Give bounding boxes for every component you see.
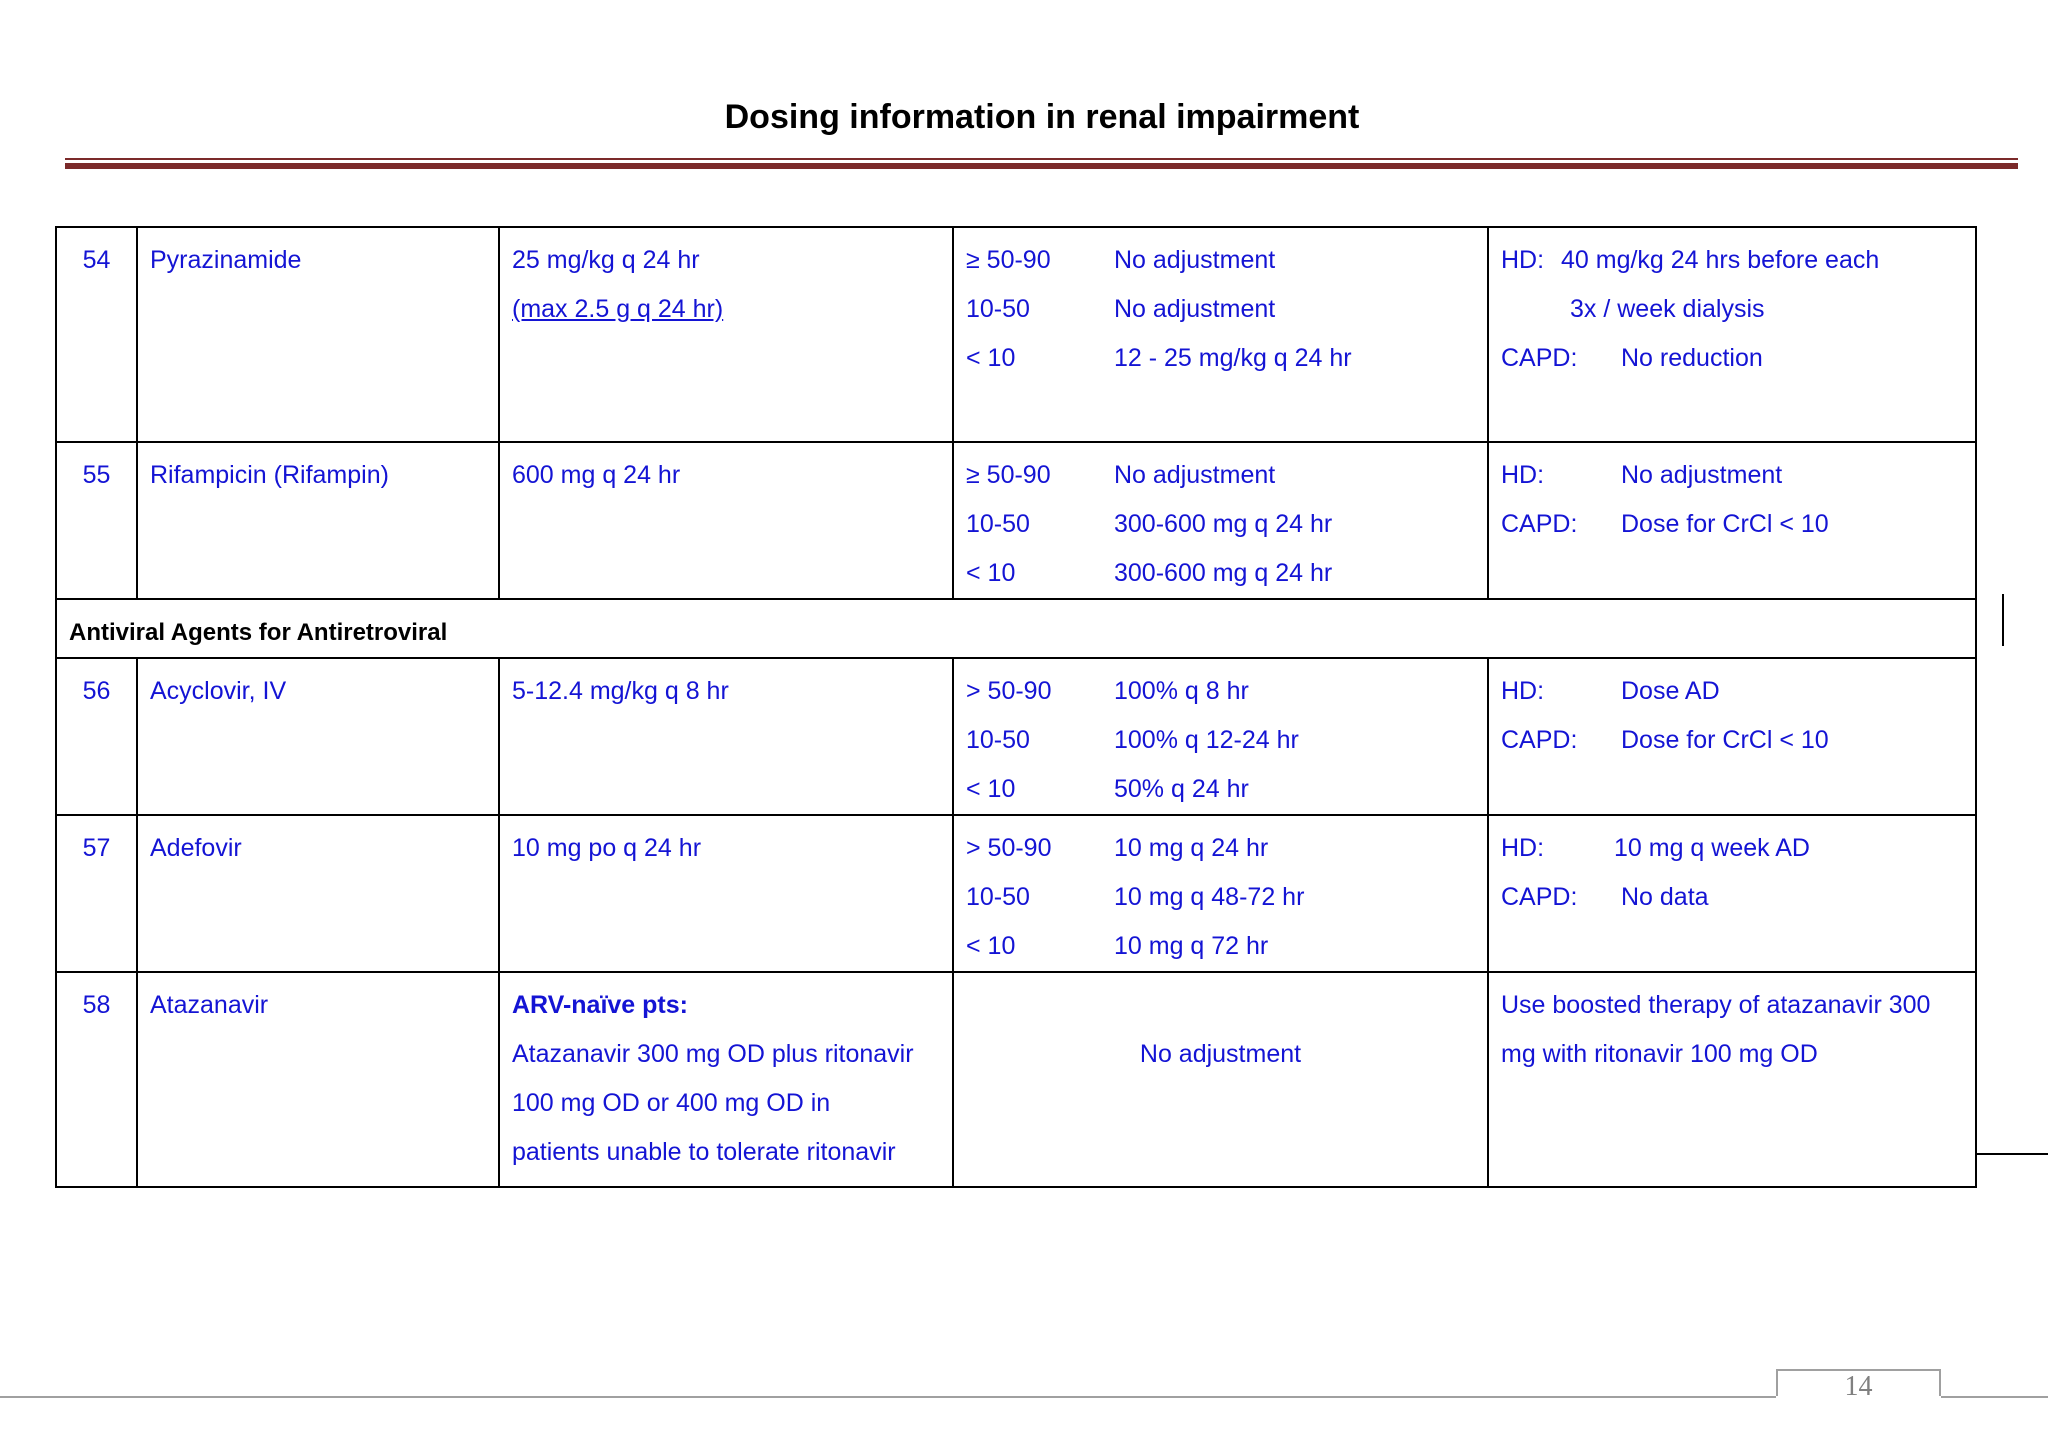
gfr-dose: 100% q 8 hr (1114, 677, 1249, 705)
gfr-adjustment-cell (953, 658, 1488, 815)
normal-dose-max: (max 2.5 g q 24 hr) (512, 295, 724, 323)
normal-dose: 600 mg q 24 hr (512, 461, 681, 489)
gfr-range: 10-50 (966, 295, 1030, 323)
drug-name: Acyclovir, IV (137, 658, 499, 815)
normal-dose: patients unable to tolerate ritonavir (512, 1138, 896, 1166)
drug-name: Rifampicin (Rifampin) (137, 442, 499, 599)
gfr-note: No adjustment (1139, 1040, 1302, 1068)
dialysis-type: HD: (1501, 834, 1545, 862)
row-number: 54 (56, 227, 137, 442)
gfr-adjustment-cell (953, 442, 1488, 599)
header-rule-thin (65, 158, 2018, 160)
normal-dose: 5-12.4 mg/kg q 8 hr (512, 677, 729, 705)
gfr-dose: 10 mg q 72 hr (1114, 932, 1269, 960)
gfr-dose: 50% q 24 hr (1114, 775, 1249, 803)
gfr-dose: 100% q 12-24 hr (1114, 726, 1299, 754)
row-number: 55 (56, 442, 137, 599)
gfr-dose: 10 mg q 24 hr (1114, 834, 1269, 862)
table-row-56 (56, 658, 1976, 815)
dialysis-dose: Dose for CrCl < 10 (1621, 726, 1829, 754)
dialysis-supplement-cell (1488, 227, 1976, 442)
table-side-bar (2002, 594, 2004, 646)
gfr-range: 10-50 (966, 726, 1030, 754)
dialysis-dose: No reduction (1621, 344, 1763, 372)
section-header-row (56, 599, 1976, 658)
table-row-58 (56, 972, 1976, 1187)
gfr-range: < 10 (966, 932, 1016, 960)
gfr-range: 10-50 (966, 883, 1030, 911)
dialysis-dose: No data (1621, 883, 1709, 911)
gfr-dose: 10 mg q 48-72 hr (1114, 883, 1305, 911)
dialysis-note: Use boosted therapy of atazanavir 300 (1501, 991, 1931, 1019)
gfr-range: > 50-90 (966, 834, 1052, 862)
normal-dose: 10 mg po q 24 hr (512, 834, 702, 862)
gfr-dose: 300-600 mg q 24 hr (1114, 510, 1333, 538)
gfr-dose: No adjustment (1114, 461, 1276, 489)
dialysis-supplement-cell (1488, 658, 1976, 815)
table-row-57 (56, 815, 1976, 972)
row-number: 58 (56, 972, 137, 1187)
section-header: Antiviral Agents for Antiretroviral (56, 599, 1976, 658)
footer-rule-left (0, 1396, 1776, 1398)
dialysis-type: HD: (1501, 677, 1545, 705)
dialysis-type: CAPD: (1501, 510, 1578, 538)
page-number: 14 (1844, 1371, 1873, 1402)
dialysis-supplement-cell (1488, 442, 1976, 599)
dialysis-supplement-cell (1488, 972, 1976, 1187)
normal-dose: 100 mg OD or 400 mg OD in (512, 1089, 831, 1117)
normal-dose: 25 mg/kg q 24 hr (512, 246, 700, 274)
normal-dose-cell (499, 972, 953, 1187)
dialysis-dose: 40 mg/kg 24 hrs before each (1561, 246, 1880, 274)
gfr-dose: No adjustment (1114, 295, 1276, 323)
drug-name: Pyrazinamide (137, 227, 499, 442)
dialysis-note: mg with ritonavir 100 mg OD (1501, 1040, 1818, 1068)
normal-dose-cell (499, 658, 953, 815)
header-rule-thick (65, 163, 2018, 169)
page-title: Dosing information in renal impairment (724, 98, 1360, 136)
dialysis-supplement-cell (1488, 815, 1976, 972)
gfr-range: < 10 (966, 559, 1016, 587)
gfr-range: < 10 (966, 344, 1016, 372)
normal-dose-cell (499, 815, 953, 972)
drug-name: Adefovir (137, 815, 499, 972)
drug-name: Atazanavir (137, 972, 499, 1187)
dialysis-dose: No adjustment (1621, 461, 1783, 489)
gfr-dose: No adjustment (1114, 246, 1276, 274)
dialysis-dose: Dose AD (1621, 677, 1720, 705)
gfr-range: > 50-90 (966, 677, 1052, 705)
table-bottom-extension (1975, 1153, 2048, 1155)
gfr-dose: 300-600 mg q 24 hr (1114, 559, 1333, 587)
dosing-table (55, 226, 1977, 1188)
gfr-dose: 12 - 25 mg/kg q 24 hr (1114, 344, 1352, 372)
row-number: 56 (56, 658, 137, 815)
normal-dose-cell (499, 227, 953, 442)
table-row-55 (56, 442, 1976, 599)
dialysis-type: CAPD: (1501, 883, 1578, 911)
dialysis-type: CAPD: (1501, 726, 1578, 754)
dialysis-type: HD: (1501, 461, 1545, 489)
gfr-range: 10-50 (966, 510, 1030, 538)
gfr-adjustment-cell (953, 815, 1488, 972)
gfr-range: ≥ 50-90 (966, 246, 1051, 274)
dialysis-type: HD: (1501, 246, 1545, 274)
dialysis-type: CAPD: (1501, 344, 1578, 372)
row-number: 57 (56, 815, 137, 972)
normal-dose-heading: ARV-naïve pts: (512, 991, 688, 1019)
table-row-54 (56, 227, 1976, 442)
footer-rule-right (1941, 1396, 2048, 1398)
gfr-adjustment-cell (953, 972, 1488, 1187)
gfr-range: < 10 (966, 775, 1016, 803)
normal-dose: Atazanavir 300 mg OD plus ritonavir (512, 1040, 914, 1068)
normal-dose-cell (499, 442, 953, 599)
dialysis-dose: 10 mg q week AD (1614, 834, 1810, 862)
dialysis-dose: Dose for CrCl < 10 (1621, 510, 1829, 538)
gfr-adjustment-cell (953, 227, 1488, 442)
gfr-range: ≥ 50-90 (966, 461, 1051, 489)
dialysis-dose: 3x / week dialysis (1570, 295, 1765, 323)
